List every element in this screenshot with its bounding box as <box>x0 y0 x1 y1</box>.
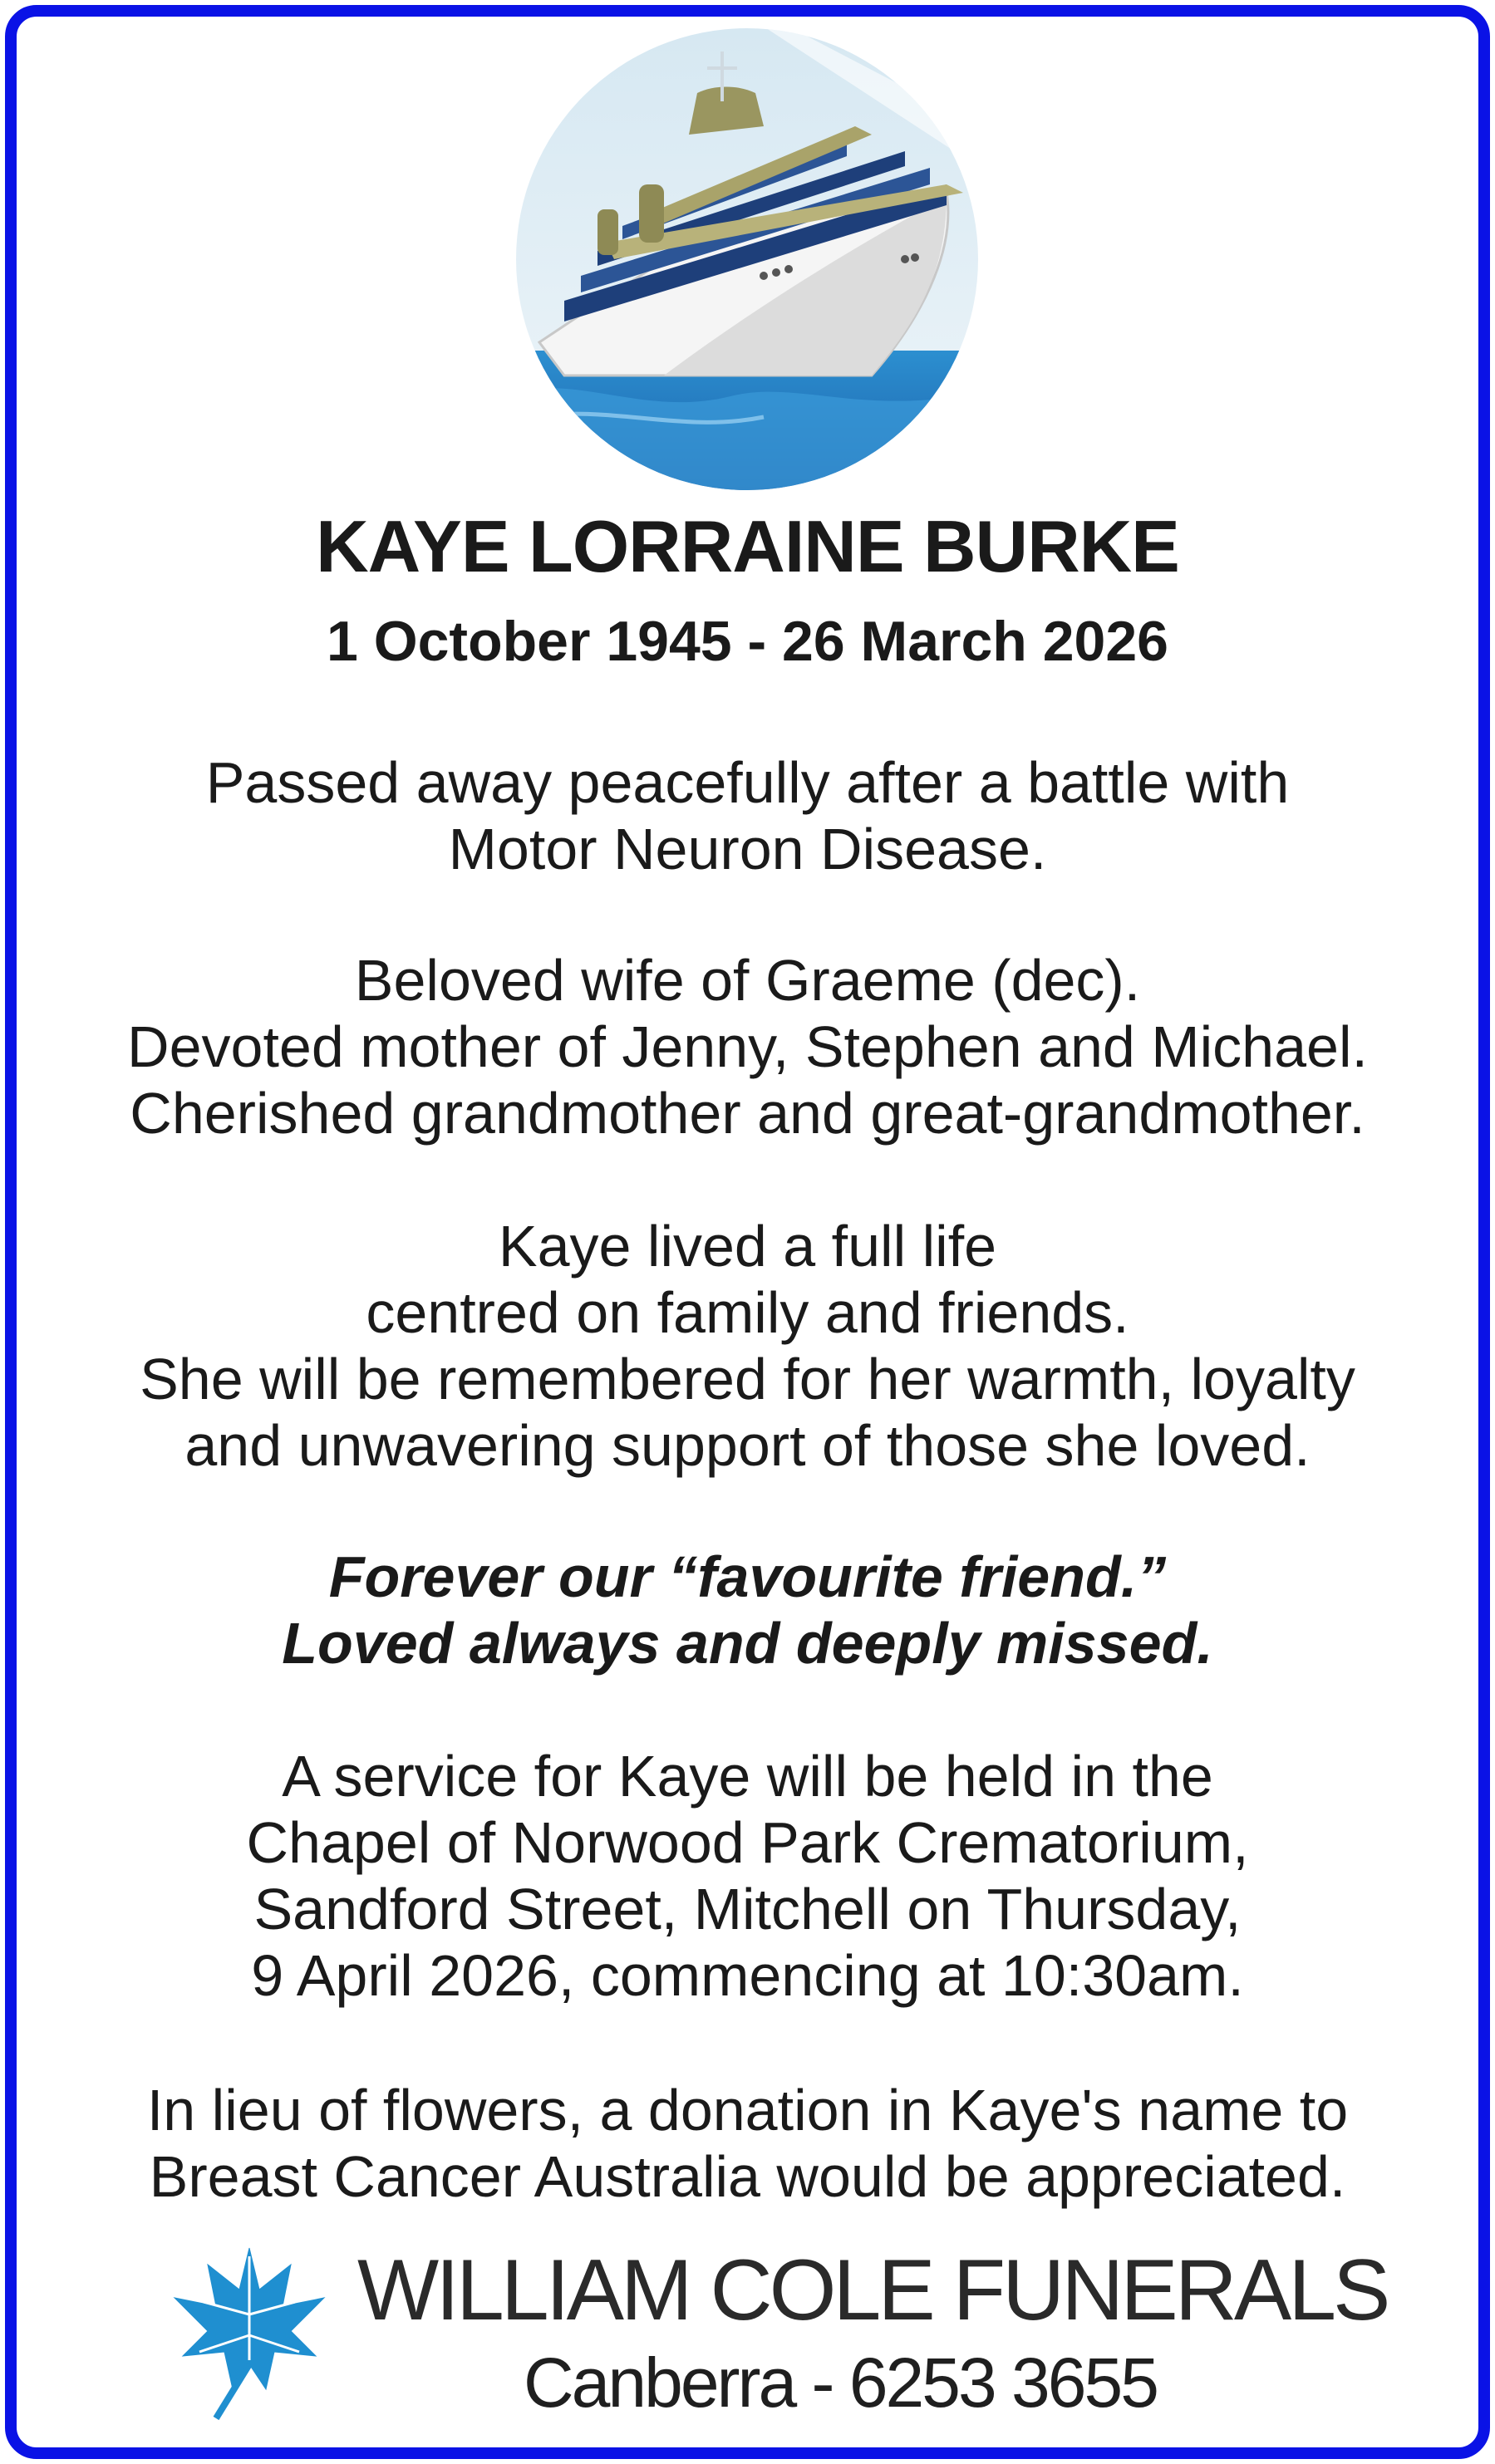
notice-line: She will be remembered for her warmth, loyalty <box>140 1347 1355 1411</box>
life-dates: 1 October 1945 - 26 March 2026 <box>327 610 1168 673</box>
notice-line: Forever our “favourite friend.” <box>328 1544 1167 1609</box>
cruise-ship-icon <box>514 27 980 492</box>
notice-line: centred on family and friends. <box>366 1280 1129 1345</box>
notice-line: In lieu of flowers, a donation in Kaye's name to <box>146 2078 1349 2143</box>
notice-line: and unwavering support of those she loved. <box>184 1413 1311 1478</box>
notice-line: Motor Neuron Disease. <box>448 817 1047 881</box>
notice-line: A service for Kaye will be held in the <box>282 1744 1213 1809</box>
notice-line: Cherished grandmother and great-grandmother. <box>130 1081 1365 1146</box>
notice-paragraph <box>17 947 1478 1146</box>
notice-line: Breast Cancer Australia would be appreciated. <box>149 2144 1346 2209</box>
funeral-home-contact: Canberra - 6253 3655 <box>524 2344 1157 2422</box>
notice-line: 9 April 2026, commencing at 10:30am. <box>251 1943 1244 2008</box>
donation-note <box>17 2077 1478 2210</box>
notice-paragraph <box>17 749 1478 882</box>
notice-paragraph <box>17 1213 1478 1479</box>
notice-line: Sandford Street, Mitchell on Thursday, <box>253 1877 1242 1941</box>
notice-line: Loved always and deeply missed. <box>282 1611 1213 1676</box>
notice-line: Passed away peacefully after a battle with <box>205 750 1290 815</box>
deceased-name: KAYE LORRAINE BURKE <box>316 505 1179 587</box>
service-details <box>17 1743 1478 2009</box>
tribute-quote <box>17 1544 1478 1676</box>
maple-leaf-icon <box>166 2240 332 2422</box>
notice-line: Chapel of Norwood Park Crematorium, <box>246 1810 1249 1875</box>
notice-line: Kaye lived a full life <box>498 1214 997 1279</box>
notice-line: Beloved wife of Graeme (dec). <box>354 948 1141 1013</box>
notice-line: Devoted mother of Jenny, Stephen and Michael. <box>127 1014 1368 1079</box>
funeral-home-name: WILLIAM COLE FUNERALS <box>357 2242 1388 2339</box>
